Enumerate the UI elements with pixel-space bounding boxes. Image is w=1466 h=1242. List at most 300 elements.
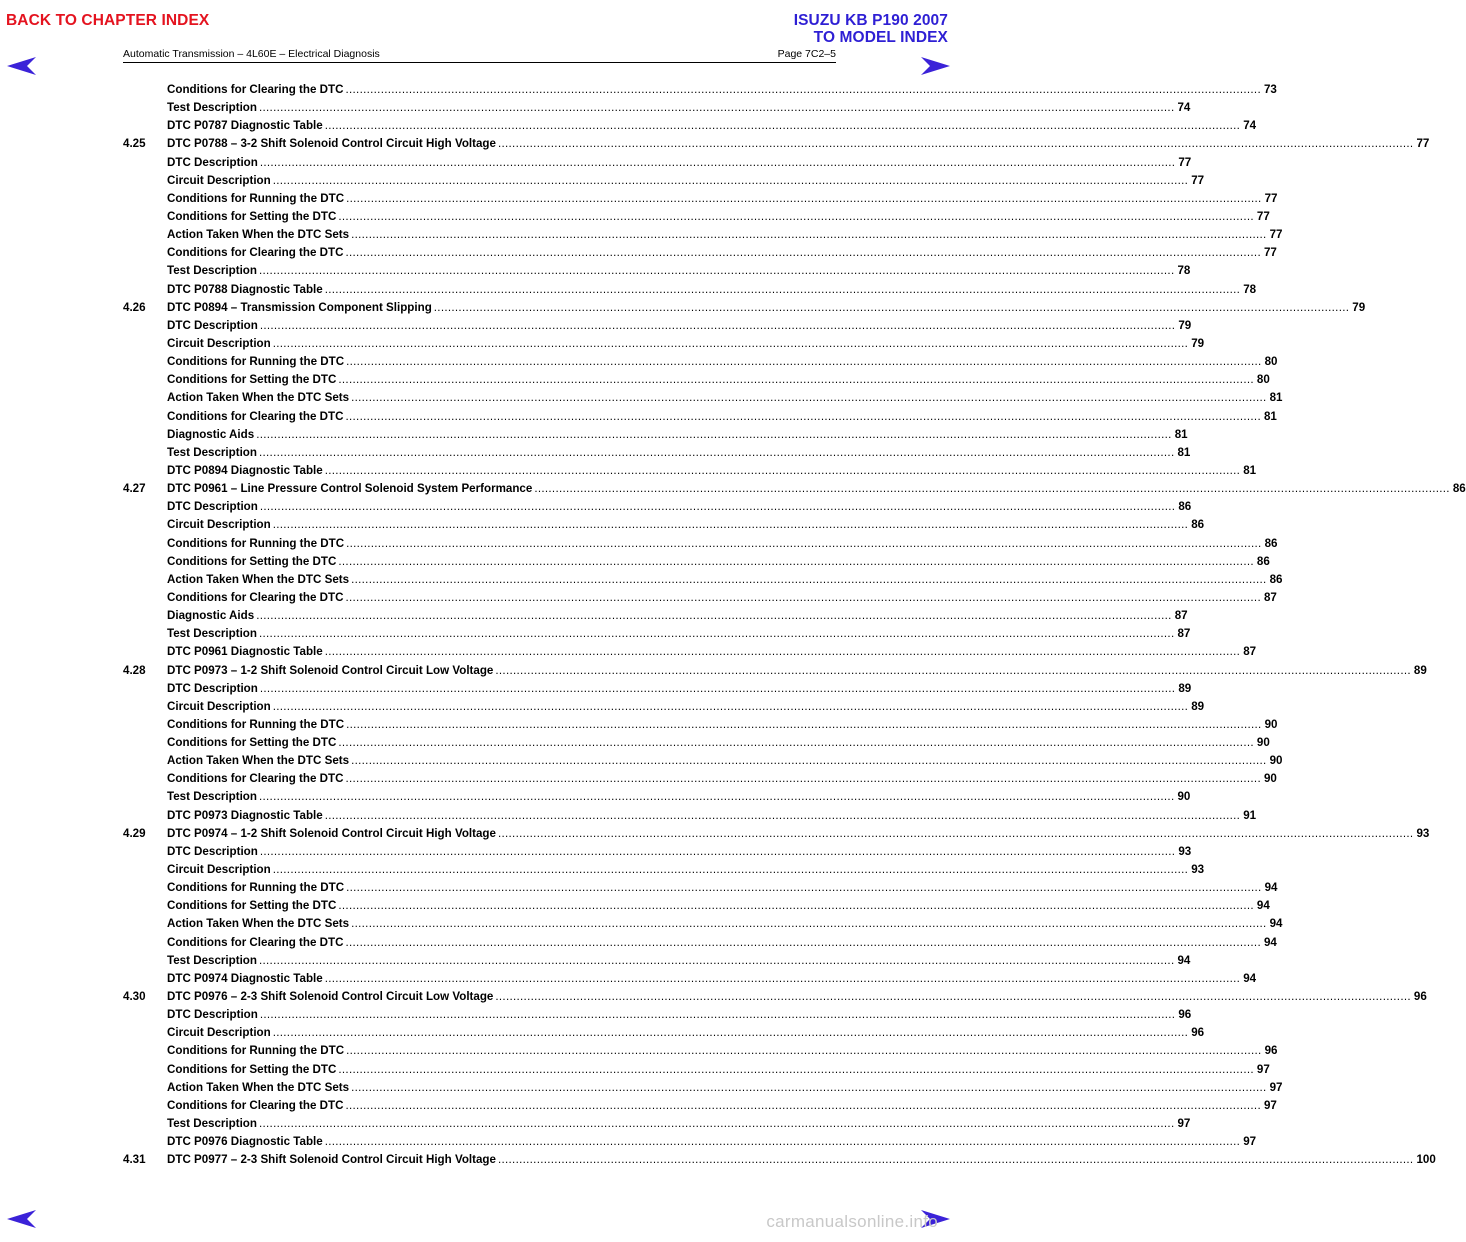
toc-page-number: 78 (1243, 282, 1257, 296)
toc-entry-line (167, 1153, 1436, 1167)
toc-entry-line (167, 808, 1257, 823)
toc-page-number: 77 (1191, 173, 1205, 187)
toc-entry[interactable] (123, 1026, 1205, 1044)
toc-entry-title: Circuit Description (167, 173, 271, 187)
toc-dot-leader: .................................................................................................................................................................................................................................................................... (346, 191, 1262, 205)
toc-dot-leader: .................................................................................................................................................................................................................................................................... (338, 899, 1254, 913)
toc-entry[interactable] (123, 808, 1257, 827)
toc-entry[interactable] (123, 699, 1205, 718)
toc-entry-title: Conditions for Running the DTC (167, 717, 345, 731)
toc-entry-title: Conditions for Clearing the DTC (167, 246, 344, 260)
toc-entry-line (167, 899, 1270, 913)
toc-dot-leader: .................................................................................................................................................................................................................................................................... (258, 264, 1175, 278)
toc-entry-title: DTC P0973 Diagnostic Table (167, 808, 323, 822)
toc-entry-line (167, 554, 1270, 569)
toc-entry-title: Circuit Description (167, 336, 271, 350)
toc-entry-title: DTC Description (167, 1008, 258, 1022)
toc-entry[interactable] (123, 754, 1283, 772)
toc-entry-title: DTC Description (167, 681, 258, 695)
toc-entry[interactable] (123, 536, 1278, 555)
toc-dot-leader: .................................................................................................................................................................................................................................................................... (258, 953, 1175, 967)
toc-entry-title: Conditions for Setting the DTC (167, 554, 337, 568)
toc-page-number: 79 (1352, 300, 1366, 314)
toc-entry-line (167, 844, 1192, 859)
toc-entry-title: DTC Description (167, 844, 258, 858)
toc-dot-leader: .................................................................................................................................................................................................................................................................... (256, 427, 1172, 441)
toc-entry-line (167, 191, 1278, 206)
toc-entry[interactable] (123, 336, 1205, 355)
toc-entry[interactable] (123, 863, 1205, 881)
toc-page-number: 87 (1177, 627, 1191, 641)
toc-section-entry[interactable] (123, 137, 1430, 155)
toc-page-number: 90 (1264, 717, 1278, 731)
toc-entry-title: DTC Description (167, 500, 258, 514)
toc-dot-leader: .................................................................................................................................................................................................................................................................... (534, 482, 1450, 496)
toc-entry-line (167, 935, 1277, 950)
toc-section-entry[interactable] (123, 826, 1430, 845)
toc-entry-title: DTC P0974 Diagnostic Table (167, 971, 323, 985)
toc-page-number: 77 (1269, 228, 1283, 242)
toc-page-number: 77 (1256, 209, 1270, 223)
toc-entry[interactable] (123, 409, 1277, 428)
toc-page-number: 90 (1269, 754, 1283, 768)
toc-dot-leader: .................................................................................................................................................................................................................................................................... (258, 790, 1175, 804)
toc-entry-title: Action Taken When the DTC Sets (167, 754, 350, 768)
toc-entry-line (167, 881, 1278, 895)
toc-dot-leader: .................................................................................................................................................................................................................................................................... (272, 863, 1189, 877)
previous-page-arrow-icon[interactable] (7, 56, 37, 76)
toc-entry[interactable] (123, 264, 1191, 282)
back-to-chapter-index-link[interactable]: BACK TO CHAPTER INDEX (6, 12, 210, 29)
toc-section-entry[interactable] (123, 300, 1366, 319)
toc-entry-line (167, 463, 1257, 478)
toc-dot-leader: .................................................................................................................................................................................................................................................................... (272, 518, 1189, 532)
toc-entry[interactable] (123, 445, 1191, 464)
toc-entry-title: DTC P0961 – Line Pressure Control Solenoid System Performance (167, 482, 533, 496)
next-page-arrow-icon[interactable] (920, 56, 950, 76)
toc-dot-leader: .................................................................................................................................................................................................................................................................... (324, 808, 1241, 822)
toc-section-number: 4.31 (123, 1153, 146, 1167)
toc-entry-title: DTC Description (167, 318, 258, 332)
toc-page-number: 87 (1243, 645, 1257, 659)
toc-entry[interactable] (123, 155, 1192, 174)
toc-entry[interactable] (123, 373, 1270, 391)
toc-dot-leader: .................................................................................................................................................................................................................................................................... (258, 1117, 1175, 1131)
toc-entry-line (167, 500, 1192, 514)
toc-entry-line (167, 917, 1283, 931)
toc-entry[interactable] (123, 645, 1257, 663)
toc-page-number: 74 (1243, 119, 1257, 133)
toc-dot-leader: .................................................................................................................................................................................................................................................................... (497, 1153, 1414, 1167)
toc-page-number: 90 (1263, 772, 1277, 786)
toc-entry-title: Circuit Description (167, 863, 271, 877)
toc-entry[interactable] (123, 844, 1192, 863)
toc-dot-leader: .................................................................................................................................................................................................................................................................... (272, 173, 1189, 187)
toc-dot-leader: .................................................................................................................................................................................................................................................................... (259, 500, 1176, 514)
toc-entry-title: Action Taken When the DTC Sets (167, 228, 350, 242)
toc-entry[interactable] (123, 609, 1188, 627)
toc-dot-leader: .................................................................................................................................................................................................................................................................... (272, 1026, 1189, 1040)
toc-entry[interactable] (123, 881, 1278, 899)
toc-entry-line (167, 391, 1283, 405)
toc-entry[interactable] (123, 1098, 1277, 1117)
toc-entry[interactable] (123, 1008, 1192, 1026)
toc-entry-title: Circuit Description (167, 518, 271, 532)
toc-page-number: 94 (1256, 899, 1270, 913)
toc-entry-title: DTC P0894 – Transmission Component Slipping (167, 300, 432, 314)
toc-dot-leader: .................................................................................................................................................................................................................................................................... (324, 1135, 1241, 1149)
toc-entry-title: Conditions for Clearing the DTC (167, 590, 344, 604)
toc-page-number: 96 (1413, 990, 1427, 1004)
toc-entry-title: Test Description (167, 953, 257, 967)
toc-entry-line (167, 101, 1191, 115)
toc-entry-line (167, 482, 1466, 496)
toc-page-number: 73 (1263, 83, 1277, 96)
toc-page-number: 81 (1269, 391, 1283, 405)
toc-entry[interactable] (123, 899, 1270, 917)
toc-entry-line (167, 173, 1205, 188)
watermark: carmanualsonline.info (766, 1212, 938, 1231)
toc-entry-title: DTC P0974 – 1-2 Shift Solenoid Control Circuit High Voltage (167, 826, 496, 840)
toc-dot-leader: .................................................................................................................................................................................................................................................................... (324, 971, 1241, 985)
toc-entry-title: Conditions for Setting the DTC (167, 899, 337, 913)
toc-page-number: 96 (1191, 1026, 1205, 1040)
toc-page-number: 86 (1264, 536, 1278, 550)
toc-entry-title: Conditions for Setting the DTC (167, 1062, 337, 1076)
toc-entry-line (167, 754, 1283, 768)
toc-dot-leader: .................................................................................................................................................................................................................................................................... (259, 318, 1176, 332)
toc-dot-leader: .................................................................................................................................................................................................................................................................... (346, 355, 1262, 369)
toc-entry[interactable] (123, 554, 1270, 573)
toc-entry[interactable] (123, 228, 1283, 246)
toc-entry[interactable] (123, 1044, 1278, 1062)
toc-section-number: 4.27 (123, 482, 146, 496)
toc-entry-line (167, 445, 1191, 460)
toc-page-number: 86 (1256, 554, 1270, 568)
toc-entry-title: DTC P0787 Diagnostic Table (167, 119, 323, 133)
toc-entry-title: Test Description (167, 790, 257, 804)
toc-entry-title: Diagnostic Aids (167, 609, 255, 623)
toc-entry-line (167, 1117, 1191, 1131)
toc-entry-line (167, 246, 1277, 260)
toc-dot-leader: .................................................................................................................................................................................................................................................................... (338, 373, 1254, 387)
toc-section-number: 4.29 (123, 826, 146, 840)
toc-dot-leader: .................................................................................................................................................................................................................................................................... (351, 391, 1267, 405)
toc-dot-leader: .................................................................................................................................................................................................................................................................... (345, 772, 1261, 786)
toc-entry[interactable] (123, 1117, 1191, 1135)
toc-entry-line (167, 409, 1277, 424)
toc-dot-leader: .................................................................................................................................................................................................................................................................... (256, 609, 1172, 623)
toc-page-number: 78 (1177, 264, 1191, 278)
toc-entry-title: Conditions for Clearing the DTC (167, 935, 344, 949)
toc-entry-title: DTC P0894 Diagnostic Table (167, 463, 323, 477)
toc-entry-line (167, 736, 1270, 750)
toc-entry-line (167, 155, 1192, 170)
toc-dot-leader: .................................................................................................................................................................................................................................................................... (345, 590, 1261, 604)
toc-page-number: 94 (1269, 917, 1283, 931)
toc-entry-title: Conditions for Running the DTC (167, 191, 345, 205)
toc-page-number: 94 (1263, 935, 1277, 949)
toc-dot-leader: .................................................................................................................................................................................................................................................................... (351, 572, 1267, 586)
toc-entry[interactable] (123, 463, 1257, 482)
toc-dot-leader: .................................................................................................................................................................................................................................................................... (345, 1098, 1261, 1112)
toc-entry-title: Conditions for Running the DTC (167, 881, 345, 895)
toc-page-number: 94 (1243, 971, 1257, 985)
toc-entry-line (167, 1098, 1277, 1113)
toc-entry-line (167, 590, 1277, 605)
toc-entry-line (167, 209, 1270, 224)
toc-page-number: 97 (1177, 1117, 1191, 1131)
toc-entry-line (167, 83, 1277, 97)
toc-entry-title: Conditions for Running the DTC (167, 355, 345, 369)
toc-entry-line (167, 717, 1278, 732)
toc-dot-leader: .................................................................................................................................................................................................................................................................... (324, 282, 1241, 296)
toc-dot-leader: .................................................................................................................................................................................................................................................................... (324, 119, 1241, 133)
toc-entry-title: Action Taken When the DTC Sets (167, 572, 350, 586)
table-of-contents (123, 83, 1466, 1171)
toc-entry-line (167, 790, 1191, 804)
toc-entry-title: Conditions for Running the DTC (167, 536, 345, 550)
toc-entry[interactable] (123, 1062, 1270, 1081)
model-index-link-line1[interactable]: ISUZU KB P190 2007 (793, 12, 948, 29)
toc-entry[interactable] (123, 355, 1278, 373)
toc-section-entry[interactable] (123, 990, 1427, 1008)
toc-dot-leader: .................................................................................................................................................................................................................................................................... (338, 736, 1254, 750)
toc-entry[interactable] (123, 101, 1191, 119)
toc-entry-line (167, 609, 1188, 623)
toc-dot-leader: .................................................................................................................................................................................................................................................................... (351, 1080, 1267, 1094)
toc-page-number: 87 (1174, 609, 1188, 623)
toc-entry-line (167, 355, 1278, 369)
toc-dot-leader: .................................................................................................................................................................................................................................................................... (338, 554, 1254, 568)
toc-entry-title: Conditions for Clearing the DTC (167, 409, 344, 423)
toc-entry[interactable] (123, 736, 1270, 754)
toc-entry[interactable] (123, 191, 1278, 210)
toc-entry-title: DTC P0977 – 2-3 Shift Solenoid Control Circuit High Voltage (167, 1153, 496, 1167)
toc-entry[interactable] (123, 282, 1257, 301)
toc-entry-line (167, 990, 1427, 1004)
toc-entry[interactable] (123, 935, 1277, 954)
toc-dot-leader: .................................................................................................................................................................................................................................................................... (338, 209, 1254, 223)
toc-entry-title: Test Description (167, 101, 257, 115)
toc-dot-leader: .................................................................................................................................................................................................................................................................... (259, 681, 1176, 695)
toc-dot-leader: .................................................................................................................................................................................................................................................................... (259, 155, 1176, 169)
toc-entry[interactable] (123, 1080, 1283, 1099)
previous-page-arrow-icon-bottom[interactable] (7, 1209, 37, 1229)
toc-dot-leader: .................................................................................................................................................................................................................................................................... (259, 844, 1176, 858)
toc-dot-leader: .................................................................................................................................................................................................................................................................... (259, 1008, 1176, 1022)
toc-page-number: 80 (1264, 355, 1278, 369)
toc-page-number: 79 (1178, 318, 1192, 332)
toc-entry-title: DTC P0788 Diagnostic Table (167, 282, 323, 296)
toc-page-number: 89 (1191, 699, 1205, 713)
toc-entry[interactable] (123, 627, 1191, 645)
toc-entry-title: Diagnostic Aids (167, 427, 255, 441)
toc-entry-line (167, 1135, 1257, 1149)
toc-page-number: 90 (1177, 790, 1191, 804)
toc-page-number: 86 (1178, 500, 1192, 514)
toc-entry-line (167, 536, 1278, 551)
toc-entry-line (167, 863, 1205, 877)
toc-entry-line (167, 681, 1192, 696)
toc-entry[interactable] (123, 790, 1191, 808)
toc-page-number: 93 (1178, 844, 1192, 858)
toc-page-number: 77 (1263, 246, 1277, 260)
toc-page-number: 81 (1174, 427, 1188, 441)
toc-dot-leader: .................................................................................................................................................................................................................................................................... (433, 300, 1350, 314)
toc-entry[interactable] (123, 518, 1205, 536)
toc-page-number: 77 (1264, 191, 1278, 205)
toc-dot-leader: .................................................................................................................................................................................................................................................................... (351, 754, 1267, 768)
toc-page-number: 96 (1264, 1044, 1278, 1058)
toc-entry[interactable] (123, 717, 1278, 736)
toc-page-number: 97 (1243, 1135, 1257, 1149)
toc-dot-leader: .................................................................................................................................................................................................................................................................... (497, 137, 1414, 151)
toc-dot-leader: .................................................................................................................................................................................................................................................................... (272, 699, 1189, 713)
toc-page-number: 79 (1191, 336, 1205, 350)
toc-entry-line (167, 1044, 1278, 1058)
toc-entry-line (167, 953, 1191, 968)
toc-entry-line (167, 645, 1257, 659)
toc-page-number: 86 (1269, 572, 1283, 586)
toc-page-number: 94 (1177, 953, 1191, 967)
toc-dot-leader: .................................................................................................................................................................................................................................................................... (351, 228, 1267, 242)
toc-entry-line (167, 427, 1188, 442)
toc-entry[interactable] (123, 83, 1277, 101)
toc-entry[interactable] (123, 500, 1192, 518)
toc-dot-leader: .................................................................................................................................................................................................................................................................... (346, 881, 1262, 895)
toc-entry[interactable] (123, 246, 1277, 264)
toc-dot-leader: .................................................................................................................................................................................................................................................................... (338, 1062, 1254, 1076)
toc-entry-line (167, 627, 1191, 641)
toc-entry-title: DTC P0976 Diagnostic Table (167, 1135, 323, 1149)
toc-dot-leader: .................................................................................................................................................................................................................................................................... (345, 935, 1261, 949)
toc-entry-title: Action Taken When the DTC Sets (167, 1080, 350, 1094)
toc-page-number: 74 (1177, 101, 1191, 115)
toc-page-number: 97 (1263, 1098, 1277, 1112)
toc-entry[interactable] (123, 590, 1277, 609)
header-divider (123, 62, 836, 63)
toc-entry-title: Circuit Description (167, 699, 271, 713)
toc-entry-line (167, 1026, 1205, 1040)
toc-entry[interactable] (123, 772, 1277, 790)
toc-entry-line (167, 137, 1430, 151)
toc-dot-leader: .................................................................................................................................................................................................................................................................... (345, 246, 1261, 260)
toc-section-number: 4.26 (123, 300, 146, 314)
toc-entry[interactable] (123, 953, 1191, 972)
toc-entry-line (167, 318, 1192, 333)
toc-page-number: 77 (1416, 137, 1430, 151)
toc-page-number: 80 (1256, 373, 1270, 387)
toc-entry-line (167, 119, 1257, 133)
toc-entry[interactable] (123, 681, 1192, 700)
toc-entry[interactable] (123, 173, 1205, 192)
toc-page-number: 81 (1243, 463, 1257, 477)
toc-entry-title: DTC P0973 – 1-2 Shift Solenoid Control Circuit Low Voltage (167, 663, 494, 677)
toc-entry-line (167, 264, 1191, 278)
toc-page-number: 81 (1263, 409, 1277, 423)
running-header-page-number: Page 7C2–5 (777, 48, 836, 60)
toc-section-number: 4.25 (123, 137, 146, 151)
toc-dot-leader: .................................................................................................................................................................................................................................................................... (345, 83, 1261, 96)
toc-entry-title: Conditions for Clearing the DTC (167, 1098, 344, 1112)
toc-entry[interactable] (123, 917, 1283, 935)
toc-entry-line (167, 572, 1283, 587)
toc-entry-line (167, 1008, 1192, 1022)
toc-section-entry[interactable] (123, 663, 1427, 682)
running-header-title: Automatic Transmission – 4L60E – Electrical Diagnosis (123, 48, 380, 60)
toc-entry-title: Action Taken When the DTC Sets (167, 917, 350, 931)
toc-entry-title: Conditions for Setting the DTC (167, 373, 337, 387)
toc-dot-leader: .................................................................................................................................................................................................................................................................... (345, 409, 1261, 423)
toc-page-number: 87 (1263, 590, 1277, 604)
toc-dot-leader: .................................................................................................................................................................................................................................................................... (258, 445, 1175, 459)
toc-page-number: 81 (1177, 445, 1191, 459)
model-index-link-line2[interactable]: TO MODEL INDEX (813, 29, 948, 46)
toc-page-number: 94 (1264, 881, 1278, 895)
toc-dot-leader: .................................................................................................................................................................................................................................................................... (346, 536, 1262, 550)
toc-section-entry[interactable] (123, 1153, 1436, 1171)
toc-entry-line (167, 282, 1257, 297)
toc-section-number: 4.30 (123, 990, 146, 1004)
toc-entry-line (167, 518, 1205, 532)
toc-entry-title: Conditions for Setting the DTC (167, 736, 337, 750)
toc-entry-title: DTC P0976 – 2-3 Shift Solenoid Control Circuit Low Voltage (167, 990, 494, 1004)
toc-entry-title: DTC P0961 Diagnostic Table (167, 645, 323, 659)
toc-entry-line (167, 373, 1270, 387)
toc-entry[interactable] (123, 572, 1283, 591)
toc-page-number: 91 (1243, 808, 1257, 822)
toc-entry[interactable] (123, 119, 1257, 137)
toc-page-number: 97 (1269, 1080, 1283, 1094)
toc-entry[interactable] (123, 1135, 1257, 1153)
toc-dot-leader: .................................................................................................................................................................................................................................................................... (495, 990, 1411, 1004)
toc-entry-line (167, 300, 1366, 315)
toc-entry-line (167, 1062, 1270, 1077)
toc-page-number: 77 (1178, 155, 1192, 169)
toc-entry-title: Conditions for Setting the DTC (167, 209, 337, 223)
toc-entry-title: Conditions for Clearing the DTC (167, 772, 344, 786)
toc-entry-title: Conditions for Running the DTC (167, 1044, 345, 1058)
toc-entry-title: Circuit Description (167, 1026, 271, 1040)
toc-entry[interactable] (123, 427, 1188, 446)
toc-entry-title: Conditions for Clearing the DTC (167, 83, 344, 96)
toc-page-number: 89 (1178, 681, 1192, 695)
toc-page-number: 90 (1256, 736, 1270, 750)
toc-entry[interactable] (123, 318, 1192, 337)
toc-entry[interactable] (123, 209, 1270, 228)
toc-dot-leader: .................................................................................................................................................................................................................................................................... (495, 663, 1411, 677)
toc-entry-line (167, 699, 1205, 714)
toc-dot-leader: .................................................................................................................................................................................................................................................................... (497, 826, 1414, 840)
toc-section-entry[interactable] (123, 482, 1466, 500)
toc-entry-line (167, 663, 1427, 678)
toc-entry-line (167, 772, 1277, 786)
toc-page-number: 86 (1191, 518, 1205, 532)
toc-entry[interactable] (123, 391, 1283, 409)
toc-dot-leader: .................................................................................................................................................................................................................................................................... (324, 645, 1241, 659)
toc-entry-line (167, 971, 1257, 986)
toc-page-number: 93 (1416, 826, 1430, 840)
toc-entry-title: Test Description (167, 264, 257, 278)
toc-dot-leader: .................................................................................................................................................................................................................................................................... (258, 101, 1175, 115)
toc-page-number: 93 (1191, 863, 1205, 877)
toc-page-number: 96 (1178, 1008, 1192, 1022)
toc-entry-title: Test Description (167, 1117, 257, 1131)
toc-entry[interactable] (123, 971, 1257, 990)
toc-page-number: 86 (1452, 482, 1466, 496)
toc-entry-line (167, 826, 1430, 841)
